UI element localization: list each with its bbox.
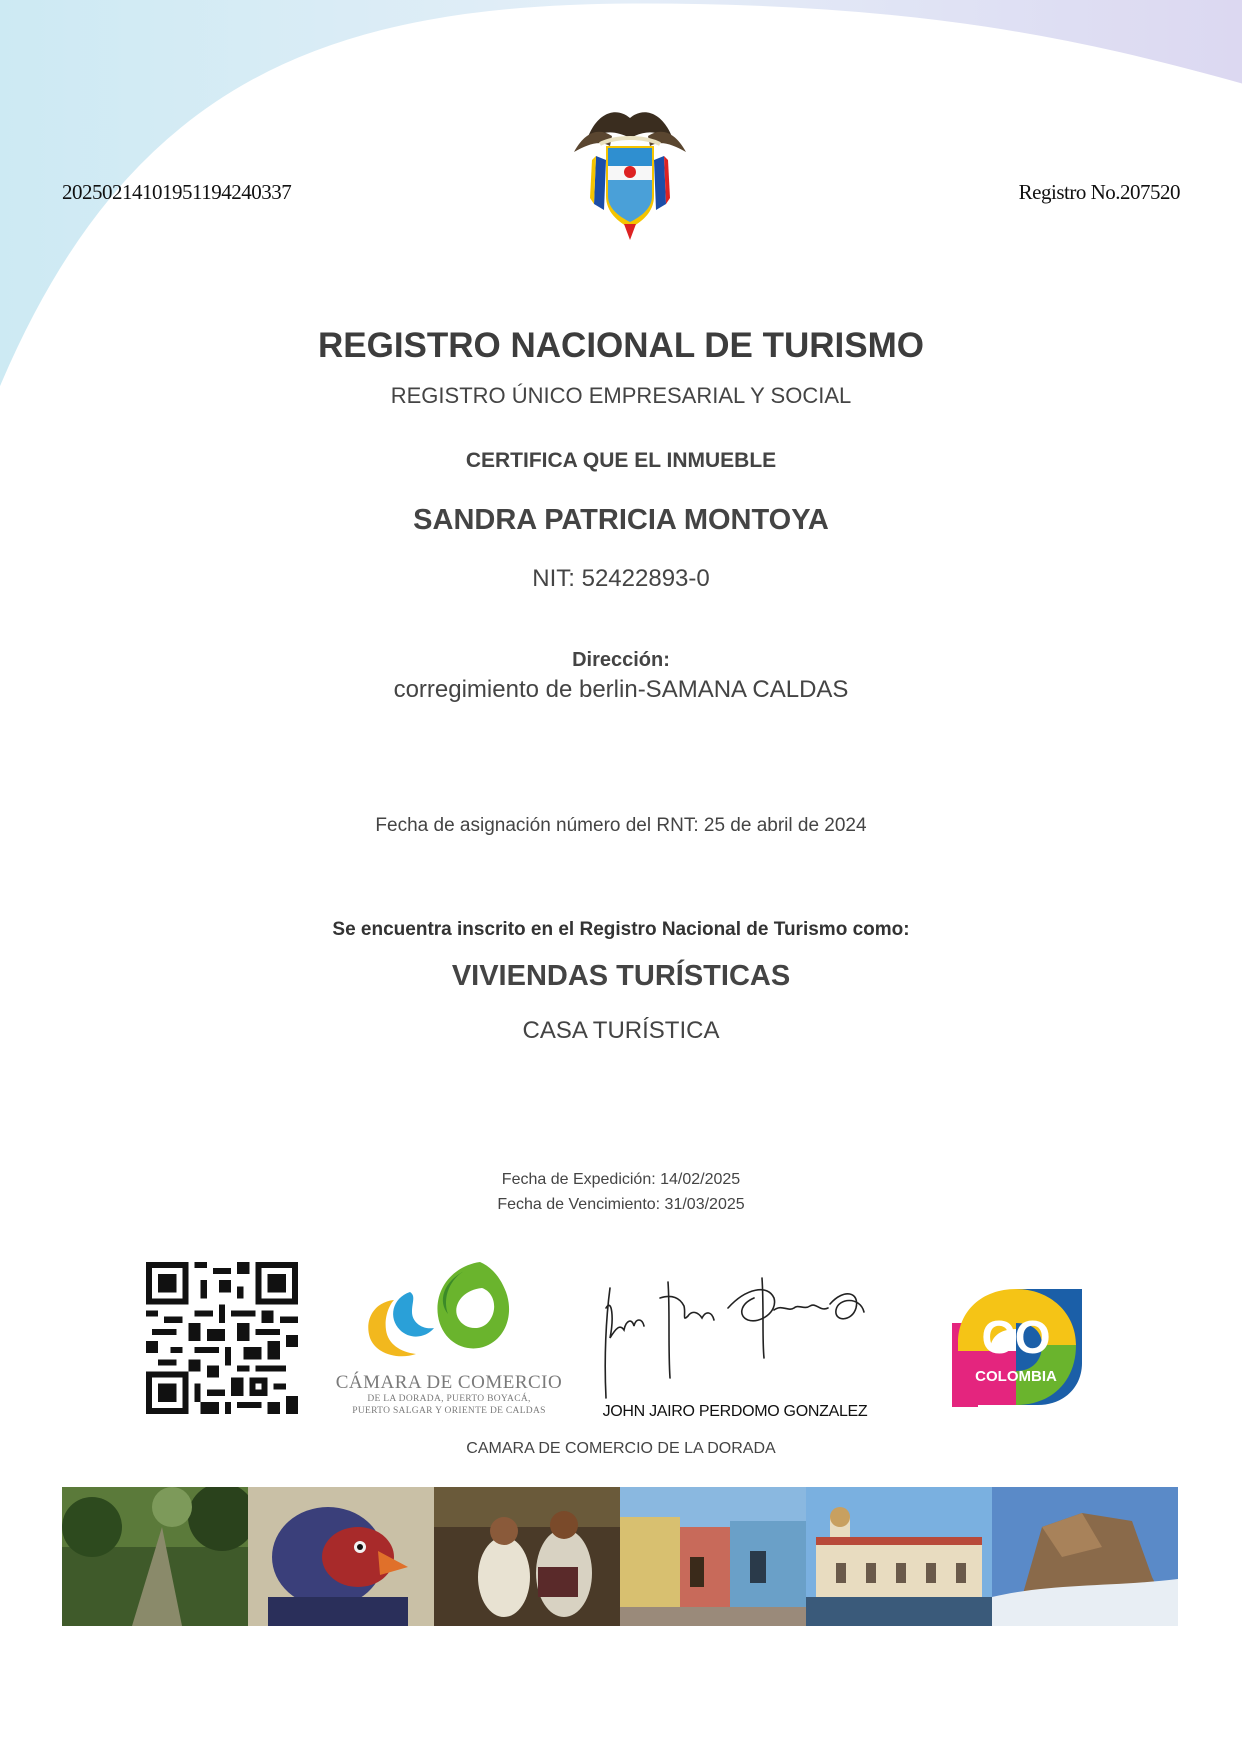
serial-number: 20250214101951194240337 (62, 180, 292, 204)
musicians-photo (434, 1487, 620, 1626)
coat-of-arms-icon (566, 100, 694, 240)
signer-name: JOHN JAIRO PERDOMO GONZALEZ (602, 1403, 868, 1420)
nit-number: NIT: 52422893-0 (532, 565, 710, 592)
issue-date: Fecha de Expedición: 14/02/2025 (501, 1171, 741, 1188)
camara-logo-subtext-line2: PUERTO SALGAR Y ORIENTE DE CALDAS (352, 1406, 546, 1416)
address-label: Dirección: (572, 649, 670, 671)
camara-logo-subtext-line1: DE LA DORADA, PUERTO BOYACÁ, (367, 1394, 531, 1404)
signature-image (598, 1268, 870, 1400)
forest-path-photo (62, 1487, 248, 1626)
registered-as-text: Se encuentra inscrito en el Registro Nacional de Turismo como: (332, 919, 910, 940)
condor-bird-photo (248, 1487, 434, 1626)
expiry-date: Fecha de Vencimiento: 31/03/2025 (497, 1196, 745, 1213)
address-value: corregimiento de berlin-SAMANA CALDAS (393, 676, 849, 703)
camara-logo-wordmark: CÁMARA DE COMERCIO (335, 1372, 563, 1393)
category-name: VIVIENDAS TURÍSTICAS (451, 960, 791, 992)
certificate-subtitle: REGISTRO ÚNICO EMPRESARIAL Y SOCIAL (390, 383, 852, 408)
qr-code-icon[interactable] (146, 1262, 298, 1414)
rnt-assignment-date: Fecha de asignación número del RNT: 25 de abril de 2024 (375, 815, 867, 836)
chamber-name: CAMARA DE COMERCIO DE LA DORADA (466, 1440, 776, 1457)
colombia-brand-logo (952, 1283, 1082, 1409)
registro-number: Registro No.207520 (1018, 180, 1180, 204)
certificate-title: REGISTRO NACIONAL DE TURISMO (317, 326, 925, 365)
certifies-text: CERTIFICA QUE EL INMUEBLE (465, 449, 777, 472)
subcategory-name: CASA TURÍSTICA (522, 1017, 720, 1044)
colombia-logo-mark: CO (981, 1311, 1051, 1363)
colonial-street-photo (620, 1487, 806, 1626)
camara-logo-subtext (334, 1393, 564, 1417)
photo-strip (62, 1487, 1178, 1626)
colonial-building-photo (806, 1487, 992, 1626)
holder-name: SANDRA PATRICIA MONTOYA (413, 504, 829, 536)
mountain-rock-photo (992, 1487, 1178, 1626)
colombia-logo-word: COLOMBIA (975, 1368, 1057, 1385)
